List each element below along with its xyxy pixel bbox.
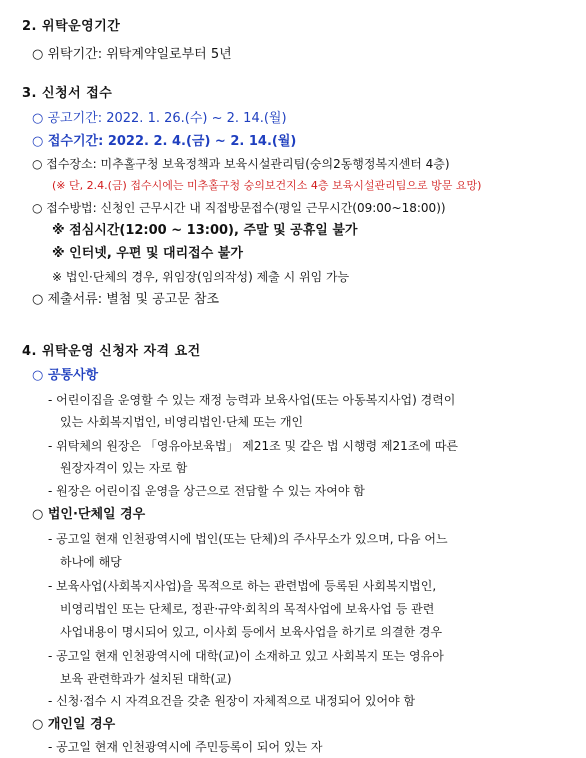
individual-requirements-title: ○ 개인일 경우 [32, 717, 116, 732]
list-item: - 공고일 현재 인천광역시에 대학(교)이 소재하고 있고 사회복지 또는 영유아 [48, 649, 444, 663]
reception-method: ○ 접수방법: 신청인 근무시간 내 직접방문접수(평일 근무시간(09:00~18:00)) [32, 201, 446, 215]
list-item: 하나에 해당 [60, 555, 122, 569]
list-item: - 위탁체의 원장은 「영유아보육법」 제21조 및 같은 법 시행령 제21조에 따른 [48, 439, 459, 453]
section-3-heading: 3. 신청서 접수 [22, 86, 113, 101]
section-4-heading: 4. 위탁운영 신청자 자격 요건 [22, 344, 201, 359]
contract-period: ○ 위탁기간: 위탁계약일로부터 5년 [32, 47, 232, 62]
notice-period: ○ 공고기간: 2022. 1. 26.(수) ~ 2. 14.(월) [32, 111, 287, 126]
list-item: - 공고일 현재 인천광역시에 주민등록이 되어 있는 자 [48, 740, 323, 754]
common-requirements-title: ○ 공통사항 [32, 368, 99, 383]
list-item: - 보육사업(사회복지사업)을 목적으로 하는 관련법에 등록된 사회복지법인, [48, 579, 437, 593]
online-mail-note: ※ 인터넷, 우편 및 대리접수 불가 [52, 246, 243, 261]
reception-period: ○ 접수기간: 2022. 2. 4.(금) ~ 2. 14.(월) [32, 134, 297, 149]
lunch-time-note: ※ 점심시간(12:00 ~ 13:00), 주말 및 공휴일 불가 [52, 223, 358, 238]
list-item: - 신청·접수 시 자격요건을 갖춘 원장이 자체적으로 내정되어 있어야 함 [48, 694, 416, 708]
list-item: - 원장은 어린이집 운영을 상근으로 전담할 수 있는 자여야 함 [48, 484, 365, 498]
reception-place: ○ 접수장소: 미추홀구청 보육정책과 보육시설관리팀(숭의2동행정복지센터 4층) [32, 157, 450, 171]
list-item: 사업내용이 명시되어 있고, 이사회 등에서 보육사업을 하기로 의결한 경우 [60, 625, 443, 639]
section-2-heading: 2. 위탁운영기간 [22, 19, 121, 34]
list-item: - 어린이집을 운영할 수 있는 재정 능력과 보육사업(또는 아동복지사업) 경력이 [48, 393, 456, 407]
list-item: 보육 관련학과가 설치된 대학(교) [60, 672, 232, 686]
list-item: 비영리법인 또는 단체로, 정관·규약·회칙의 목적사업에 보육사업 등 관련 [60, 602, 435, 616]
proxy-note: ※ 법인·단체의 경우, 위임장(임의작성) 제출 시 위임 가능 [52, 270, 350, 284]
list-item: - 공고일 현재 인천광역시에 법인(또는 단체)의 주사무소가 있으며, 다음 어느 [48, 532, 448, 546]
corporation-requirements-title: ○ 법인·단체일 경우 [32, 507, 146, 522]
reception-place-note: (※ 단, 2.4.(금) 접수시에는 미추홀구청 숭의보건지소 4층 보육시설관리팀으로 방문 요망) [52, 179, 482, 192]
submission-documents: ○ 제출서류: 별첨 및 공고문 참조 [32, 292, 220, 307]
list-item: 있는 사회복지법인, 비영리법인·단체 또는 개인 [60, 415, 304, 429]
list-item: 원장자격이 있는 자로 함 [60, 461, 188, 475]
